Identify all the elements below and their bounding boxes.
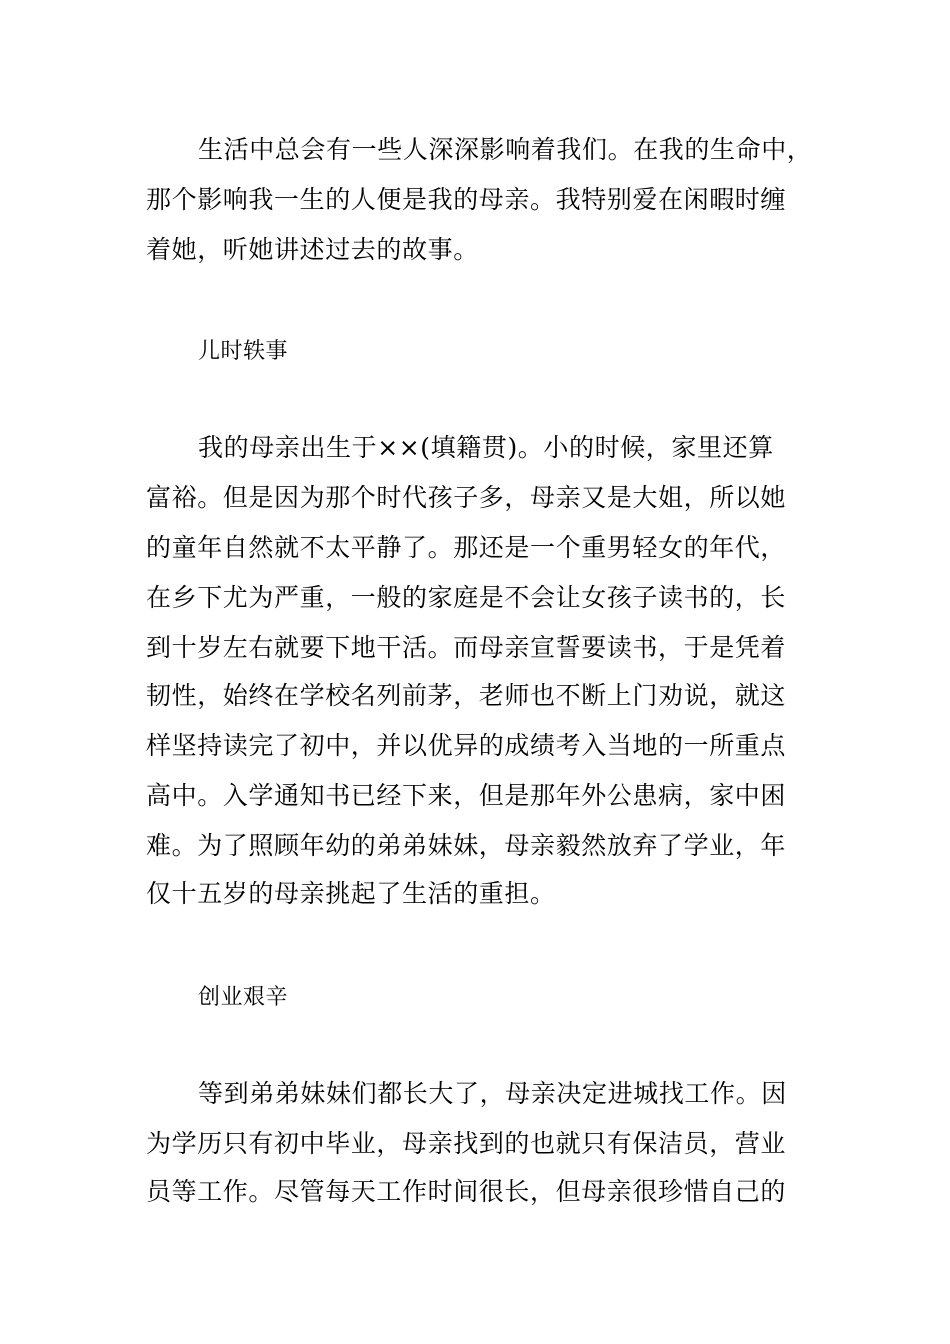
paragraph-3-line-1: 等到弟弟妹妹们都长大了，母亲决定进城找工作。因 [198, 1079, 787, 1108]
paragraph-2-line-10: 仅十五岁的母亲挑起了生活的重担。 [146, 879, 556, 908]
paragraph-2-line-1: 我的母亲出生于××(填籍贯)。小的时候，家里还算 [198, 433, 774, 462]
paragraph-2-line-3: 的童年自然就不太平静了。那还是一个重男轻女的年代， [146, 533, 787, 562]
paragraph-3-line-2: 为学历只有初中毕业，母亲找到的也就只有保洁员，营业 [146, 1129, 787, 1158]
paragraph-2-line-7: 样坚持读完了初中，并以优异的成绩考入当地的一所重点 [146, 731, 787, 760]
paragraph-3-line-3: 员等工作。尽管每天工作时间很长，但母亲很珍惜自己的 [146, 1177, 787, 1206]
paragraph-2-line-2: 富裕。但是因为那个时代孩子多，母亲又是大姐，所以她 [146, 483, 787, 512]
paragraph-2-line-8: 高中。入学通知书已经下来，但是那年外公患病，家中困 [146, 781, 787, 810]
paragraph-2-line-4: 在乡下尤为严重，一般的家庭是不会让女孩子读书的，长 [146, 583, 787, 612]
paragraph-2-line-5: 到十岁左右就要下地干活。而母亲宣誓要读书，于是凭着 [146, 633, 787, 662]
section-heading-entrepreneurship: 创业艰辛 [198, 985, 289, 1010]
paragraph-2-line-6: 韧性，始终在学校名列前茅，老师也不断上门劝说，就这 [146, 681, 787, 710]
paragraph-1-line-2: 那个影响我一生的人便是我的母亲。我特别爱在闲暇时缠 [146, 185, 787, 214]
paragraph-2-line-9: 难。为了照顾年幼的弟弟妹妹，母亲毅然放弃了学业，年 [146, 831, 787, 860]
paragraph-1-line-3: 着她，听她讲述过去的故事。 [146, 235, 479, 264]
paragraph-1-line-1: 生活中总会有一些人深深影响着我们。在我的生命中， [198, 135, 813, 164]
section-heading-childhood: 儿时轶事 [198, 339, 289, 364]
